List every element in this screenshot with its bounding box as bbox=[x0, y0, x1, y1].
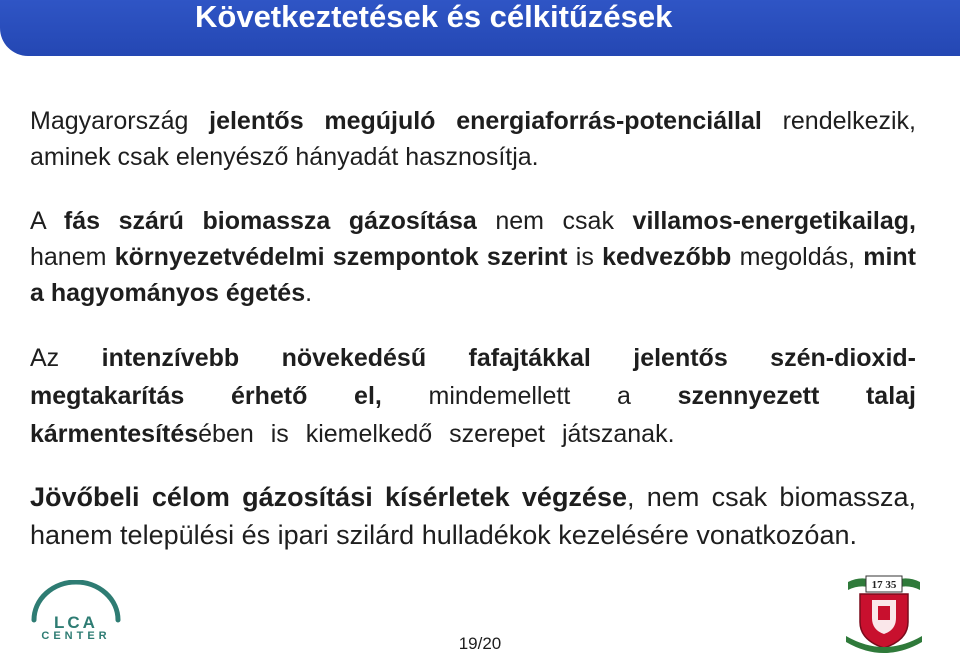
p2-emphasis-4: kedvezőbb bbox=[602, 243, 732, 271]
p3-text-1: Az bbox=[30, 344, 102, 372]
p3-emphasis-1: intenzívebb növekedésű fafajtákkal jelentős szén-dioxid-megtakarítás érhető el, bbox=[30, 344, 916, 410]
crest-years: 17 35 bbox=[871, 579, 897, 591]
university-crest-icon bbox=[842, 574, 926, 656]
p2-text-3: hanem bbox=[30, 243, 115, 271]
p2-text-6: . bbox=[305, 279, 313, 307]
p2-emphasis-2: villamos-energetikailag, bbox=[632, 207, 916, 235]
logo-text: LCA bbox=[54, 613, 98, 632]
p1-text-2: rendelkezik, aminek csak elenyésző hányadát hasznosítja. bbox=[30, 107, 916, 171]
p2-text-2: nem csak bbox=[476, 207, 633, 235]
title-bar bbox=[0, 0, 960, 56]
slide-number: 19/20 bbox=[430, 631, 530, 656]
p4-emphasis-1: Jövőbeli célom gázosítási kísérletek végzése bbox=[30, 482, 627, 512]
slide-title: Következtetések és célkitűzések bbox=[195, 0, 673, 34]
paragraph-1 bbox=[30, 103, 916, 175]
p2-emphasis-5: mint a hagyományos égetés bbox=[30, 243, 916, 307]
p3-emphasis-2: szennyezett talaj kármentesítés bbox=[30, 382, 916, 448]
p4-text-1: , nem csak biomassza, hanem települési és ipari szilárd hulladékok kezelésére vonatkozóan. bbox=[30, 482, 916, 550]
p2-emphasis-1: fás szárú biomassza gázosítása bbox=[63, 207, 477, 235]
p2-text-5: megoldás, bbox=[731, 243, 864, 271]
p2-text-4: is bbox=[567, 243, 603, 271]
p3-text-3: ében is kiemelkedő szerepet játszanak. bbox=[198, 420, 675, 448]
paragraph-2 bbox=[30, 203, 916, 311]
paragraph-3 bbox=[30, 339, 916, 453]
p2-text-1: A bbox=[30, 207, 64, 235]
p2-emphasis-3: környezetvédelmi szempontok szerint bbox=[114, 243, 568, 271]
paragraph-4 bbox=[30, 478, 916, 554]
logo-subtext: CENTER bbox=[41, 630, 111, 642]
p1-text-1: Magyarország bbox=[30, 107, 210, 135]
p1-emphasis-1: jelentős megújuló energiaforrás-potenciállal bbox=[209, 107, 762, 135]
p3-text-2: mindemellett a bbox=[381, 382, 678, 410]
